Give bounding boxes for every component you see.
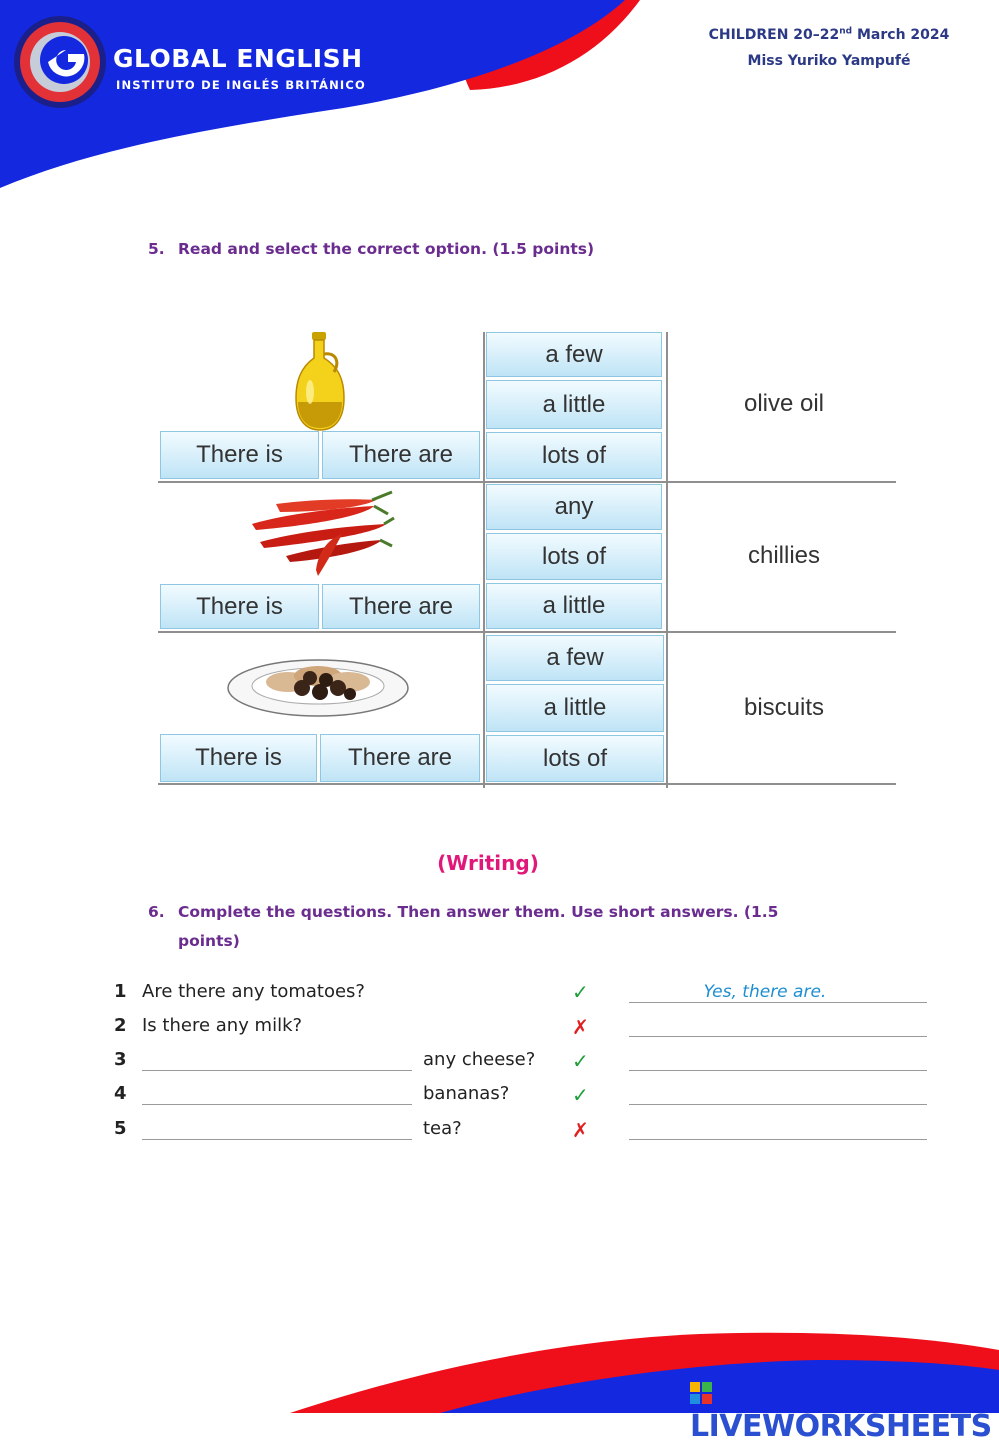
option-there-is[interactable]: There is <box>160 584 319 629</box>
option-quantifier[interactable]: a little <box>486 583 662 629</box>
option-quantifier[interactable]: any <box>486 484 662 530</box>
red-chillies-icon <box>246 484 396 580</box>
tick-icon: ✓ <box>572 980 589 1004</box>
answer-line[interactable] <box>629 1139 927 1140</box>
tick-icon: ✓ <box>572 1049 589 1073</box>
question-text: Are there any tomatoes? <box>142 981 365 1002</box>
question-blank[interactable] <box>142 1070 412 1071</box>
item-number: 1 <box>114 981 127 1002</box>
olive-oil-bottle-icon <box>290 332 350 432</box>
noun-label: biscuits <box>743 694 825 721</box>
option-there-is[interactable]: There is <box>160 734 317 782</box>
answer-line[interactable] <box>629 1036 927 1037</box>
cross-icon: ✗ <box>572 1015 589 1039</box>
item-number: 3 <box>114 1049 127 1070</box>
global-english-logo-icon <box>8 10 112 114</box>
item-number: 2 <box>114 1015 127 1036</box>
option-quantifier[interactable]: a little <box>486 684 664 732</box>
logo-title: GLOBAL ENGLISH <box>113 44 363 73</box>
answer-line[interactable] <box>629 1104 927 1105</box>
tick-icon: ✓ <box>572 1083 589 1107</box>
option-quantifier[interactable]: a few <box>486 332 662 377</box>
answer-line[interactable] <box>629 1002 927 1003</box>
exercise5-grid <box>158 332 896 788</box>
liveworksheets-logo-icon <box>690 1382 712 1404</box>
option-there-is[interactable]: There is <box>160 431 319 479</box>
course-info <box>699 22 959 74</box>
option-quantifier[interactable]: lots of <box>486 533 662 580</box>
question-suffix: tea? <box>423 1118 462 1139</box>
teacher-name: Miss Yuriko Yampufé <box>747 53 911 69</box>
writing-heading: (Writing) <box>437 851 539 875</box>
question-blank[interactable] <box>142 1104 412 1105</box>
item-number: 5 <box>114 1118 127 1139</box>
question-suffix: any cheese? <box>423 1049 536 1070</box>
option-quantifier[interactable]: a few <box>486 635 664 681</box>
noun-label: chillies <box>747 542 821 569</box>
option-quantifier[interactable]: lots of <box>486 735 664 782</box>
item-number: 4 <box>114 1083 127 1104</box>
plate-of-biscuits-icon <box>226 650 411 720</box>
exercise6-instruction: 6. Complete the questions. Then answer them. Use short answers. (1.5 points) <box>148 903 779 950</box>
question-suffix: bananas? <box>423 1083 510 1104</box>
option-there-are[interactable]: There are <box>322 584 480 629</box>
option-there-are[interactable]: There are <box>320 734 480 782</box>
option-quantifier[interactable]: lots of <box>486 432 662 479</box>
exercise5-instruction: 5. Read and select the correct option. (1.5 points) <box>148 240 595 258</box>
cross-icon: ✗ <box>572 1118 589 1142</box>
option-quantifier[interactable]: a little <box>486 380 662 429</box>
answer-line[interactable] <box>629 1070 927 1071</box>
logo-subtitle: INSTITUTO DE INGLÉS BRITÁNICO <box>116 78 367 92</box>
liveworksheets-brand: LIVEWORKSHEETS <box>690 1374 999 1444</box>
noun-label: olive oil <box>743 390 825 417</box>
question-text: Is there any milk? <box>142 1015 303 1036</box>
answer-text: Yes, there are. <box>703 982 827 1002</box>
question-blank[interactable] <box>142 1139 412 1140</box>
course-line: CHILDREN 20–22nd March 2024 <box>708 26 950 43</box>
option-there-are[interactable]: There are <box>322 431 480 479</box>
